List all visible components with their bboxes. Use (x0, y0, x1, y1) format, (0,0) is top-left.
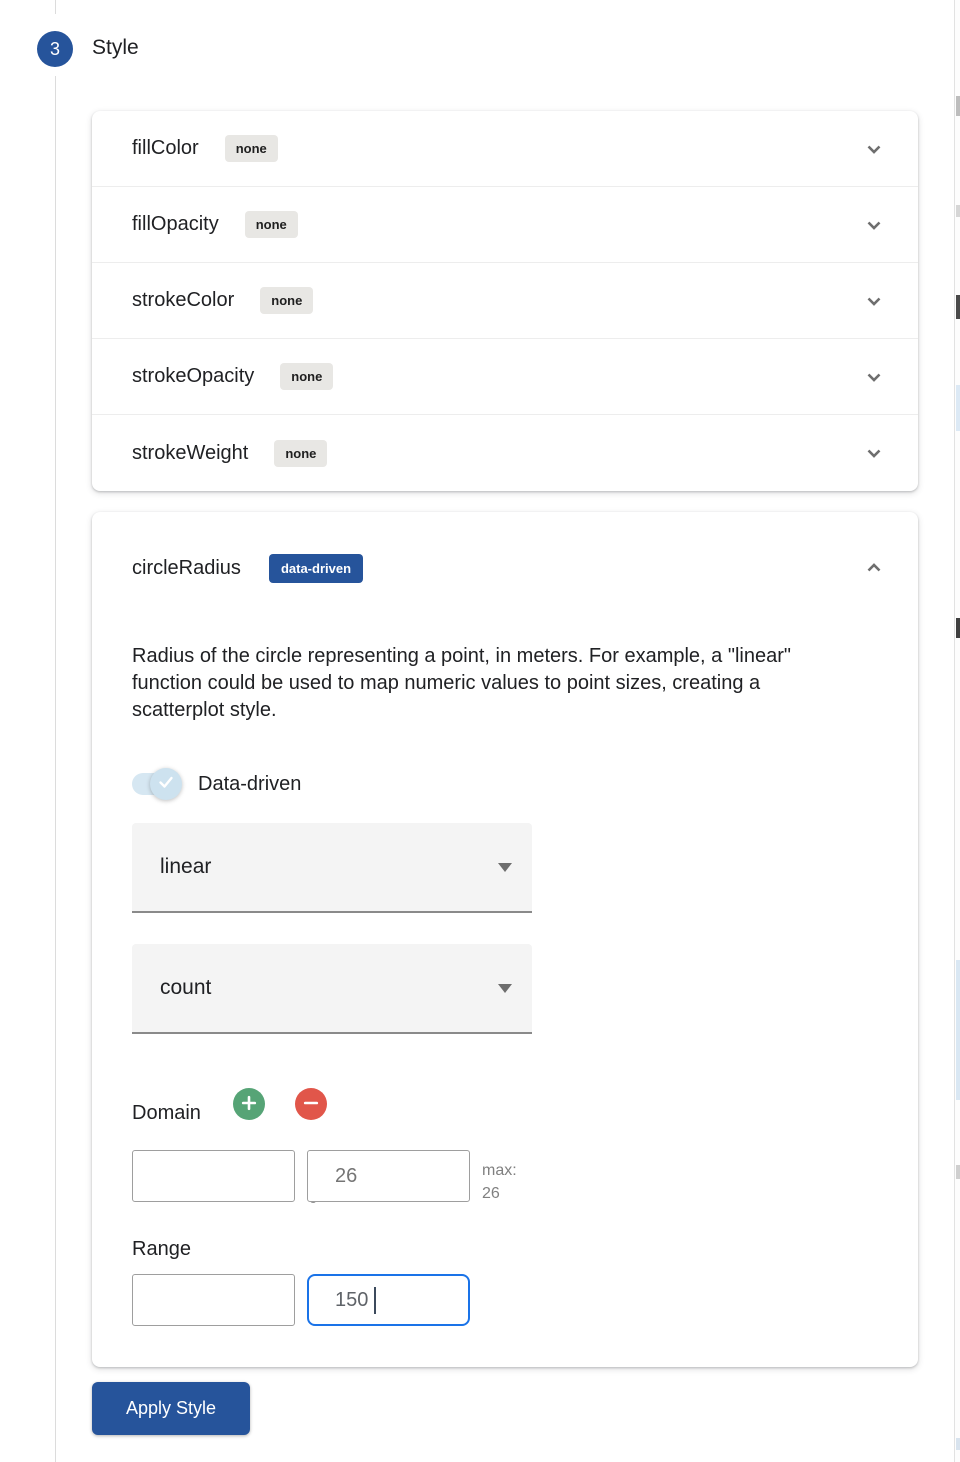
text-caret (374, 1287, 376, 1314)
data-driven-badge: data-driven (269, 554, 363, 583)
data-driven-toggle[interactable] (132, 768, 182, 800)
fillopacity-none-badge: none (245, 211, 298, 238)
row-strokecolor[interactable] (92, 263, 918, 339)
step-title: Style (92, 36, 139, 59)
chevron-up-icon (862, 556, 886, 580)
chevron-down-icon[interactable] (862, 137, 886, 161)
chevron-down-icon[interactable] (862, 213, 886, 237)
circle-radius-card (92, 512, 918, 1367)
collapse-panel-button[interactable] (862, 556, 886, 580)
check-icon (156, 772, 176, 797)
max-hint-value: 26 (482, 1185, 500, 1202)
add-domain-stop-button[interactable] (233, 1088, 265, 1120)
row-strokeweight[interactable] (92, 415, 918, 491)
stepper-connector-bottom (55, 76, 56, 1462)
strokeweight-label: strokeWeight (132, 441, 249, 464)
domain-min-input[interactable] (132, 1150, 295, 1202)
domain-max-input[interactable] (307, 1150, 470, 1202)
max-hint-label: max: (482, 1162, 517, 1179)
plus-icon (240, 1094, 258, 1115)
apply-style-button[interactable]: Apply Style (92, 1382, 250, 1435)
row-fillcolor[interactable] (92, 111, 918, 187)
dropdown-arrow-icon (498, 984, 512, 993)
step-number: 3 (49, 38, 60, 59)
remove-domain-stop-button[interactable] (295, 1088, 327, 1120)
data-attribute-dropdown[interactable] (132, 944, 532, 1034)
data-driven-toggle-label: Data-driven (198, 772, 302, 795)
toggle-thumb (150, 768, 182, 800)
circle-radius-label: circleRadius (132, 557, 241, 579)
data-driven-toggle-row (132, 768, 878, 800)
domain-controls (132, 1088, 878, 1124)
chevron-down-icon[interactable] (862, 365, 886, 389)
dropdown-arrow-icon (498, 863, 512, 872)
function-type-value: linear (160, 855, 212, 878)
strokecolor-none-badge: none (260, 287, 313, 314)
strokeopacity-label: strokeOpacity (132, 365, 255, 387)
strokeweight-none-badge: none (274, 440, 327, 467)
strokecolor-label: strokeColor (132, 289, 235, 311)
row-fillopacity[interactable] (92, 187, 918, 263)
step-number-badge (37, 31, 73, 67)
range-max-input[interactable] (307, 1274, 470, 1326)
range-label: Range (132, 1238, 191, 1260)
chevron-down-icon[interactable] (862, 289, 886, 313)
function-type-dropdown[interactable] (132, 823, 532, 913)
circle-radius-header (132, 554, 878, 583)
fillcolor-none-badge: none (225, 135, 278, 162)
chevron-down-icon[interactable] (862, 441, 886, 465)
fillcolor-label: fillColor (132, 137, 199, 159)
range-min-input[interactable] (132, 1274, 295, 1326)
domain-inputs-row (132, 1150, 878, 1202)
fillopacity-label: fillOpacity (132, 213, 219, 235)
style-properties-card (92, 111, 918, 491)
adjacent-panel-sliver (954, 0, 960, 1462)
strokeopacity-none-badge: none (280, 363, 333, 390)
domain-max-hint (482, 1150, 517, 1202)
domain-label: Domain (132, 1101, 201, 1124)
circle-radius-description: Radius of the circle representing a point, in meters. For example, a "linear" function could be used to map numeric values to point sizes, creating a scatterplot style. (132, 645, 791, 721)
stepper-connector-top (55, 0, 56, 14)
minus-icon (302, 1094, 320, 1115)
data-attribute-value: count (160, 976, 212, 999)
range-inputs-row (132, 1274, 878, 1326)
row-strokeopacity[interactable] (92, 339, 918, 415)
